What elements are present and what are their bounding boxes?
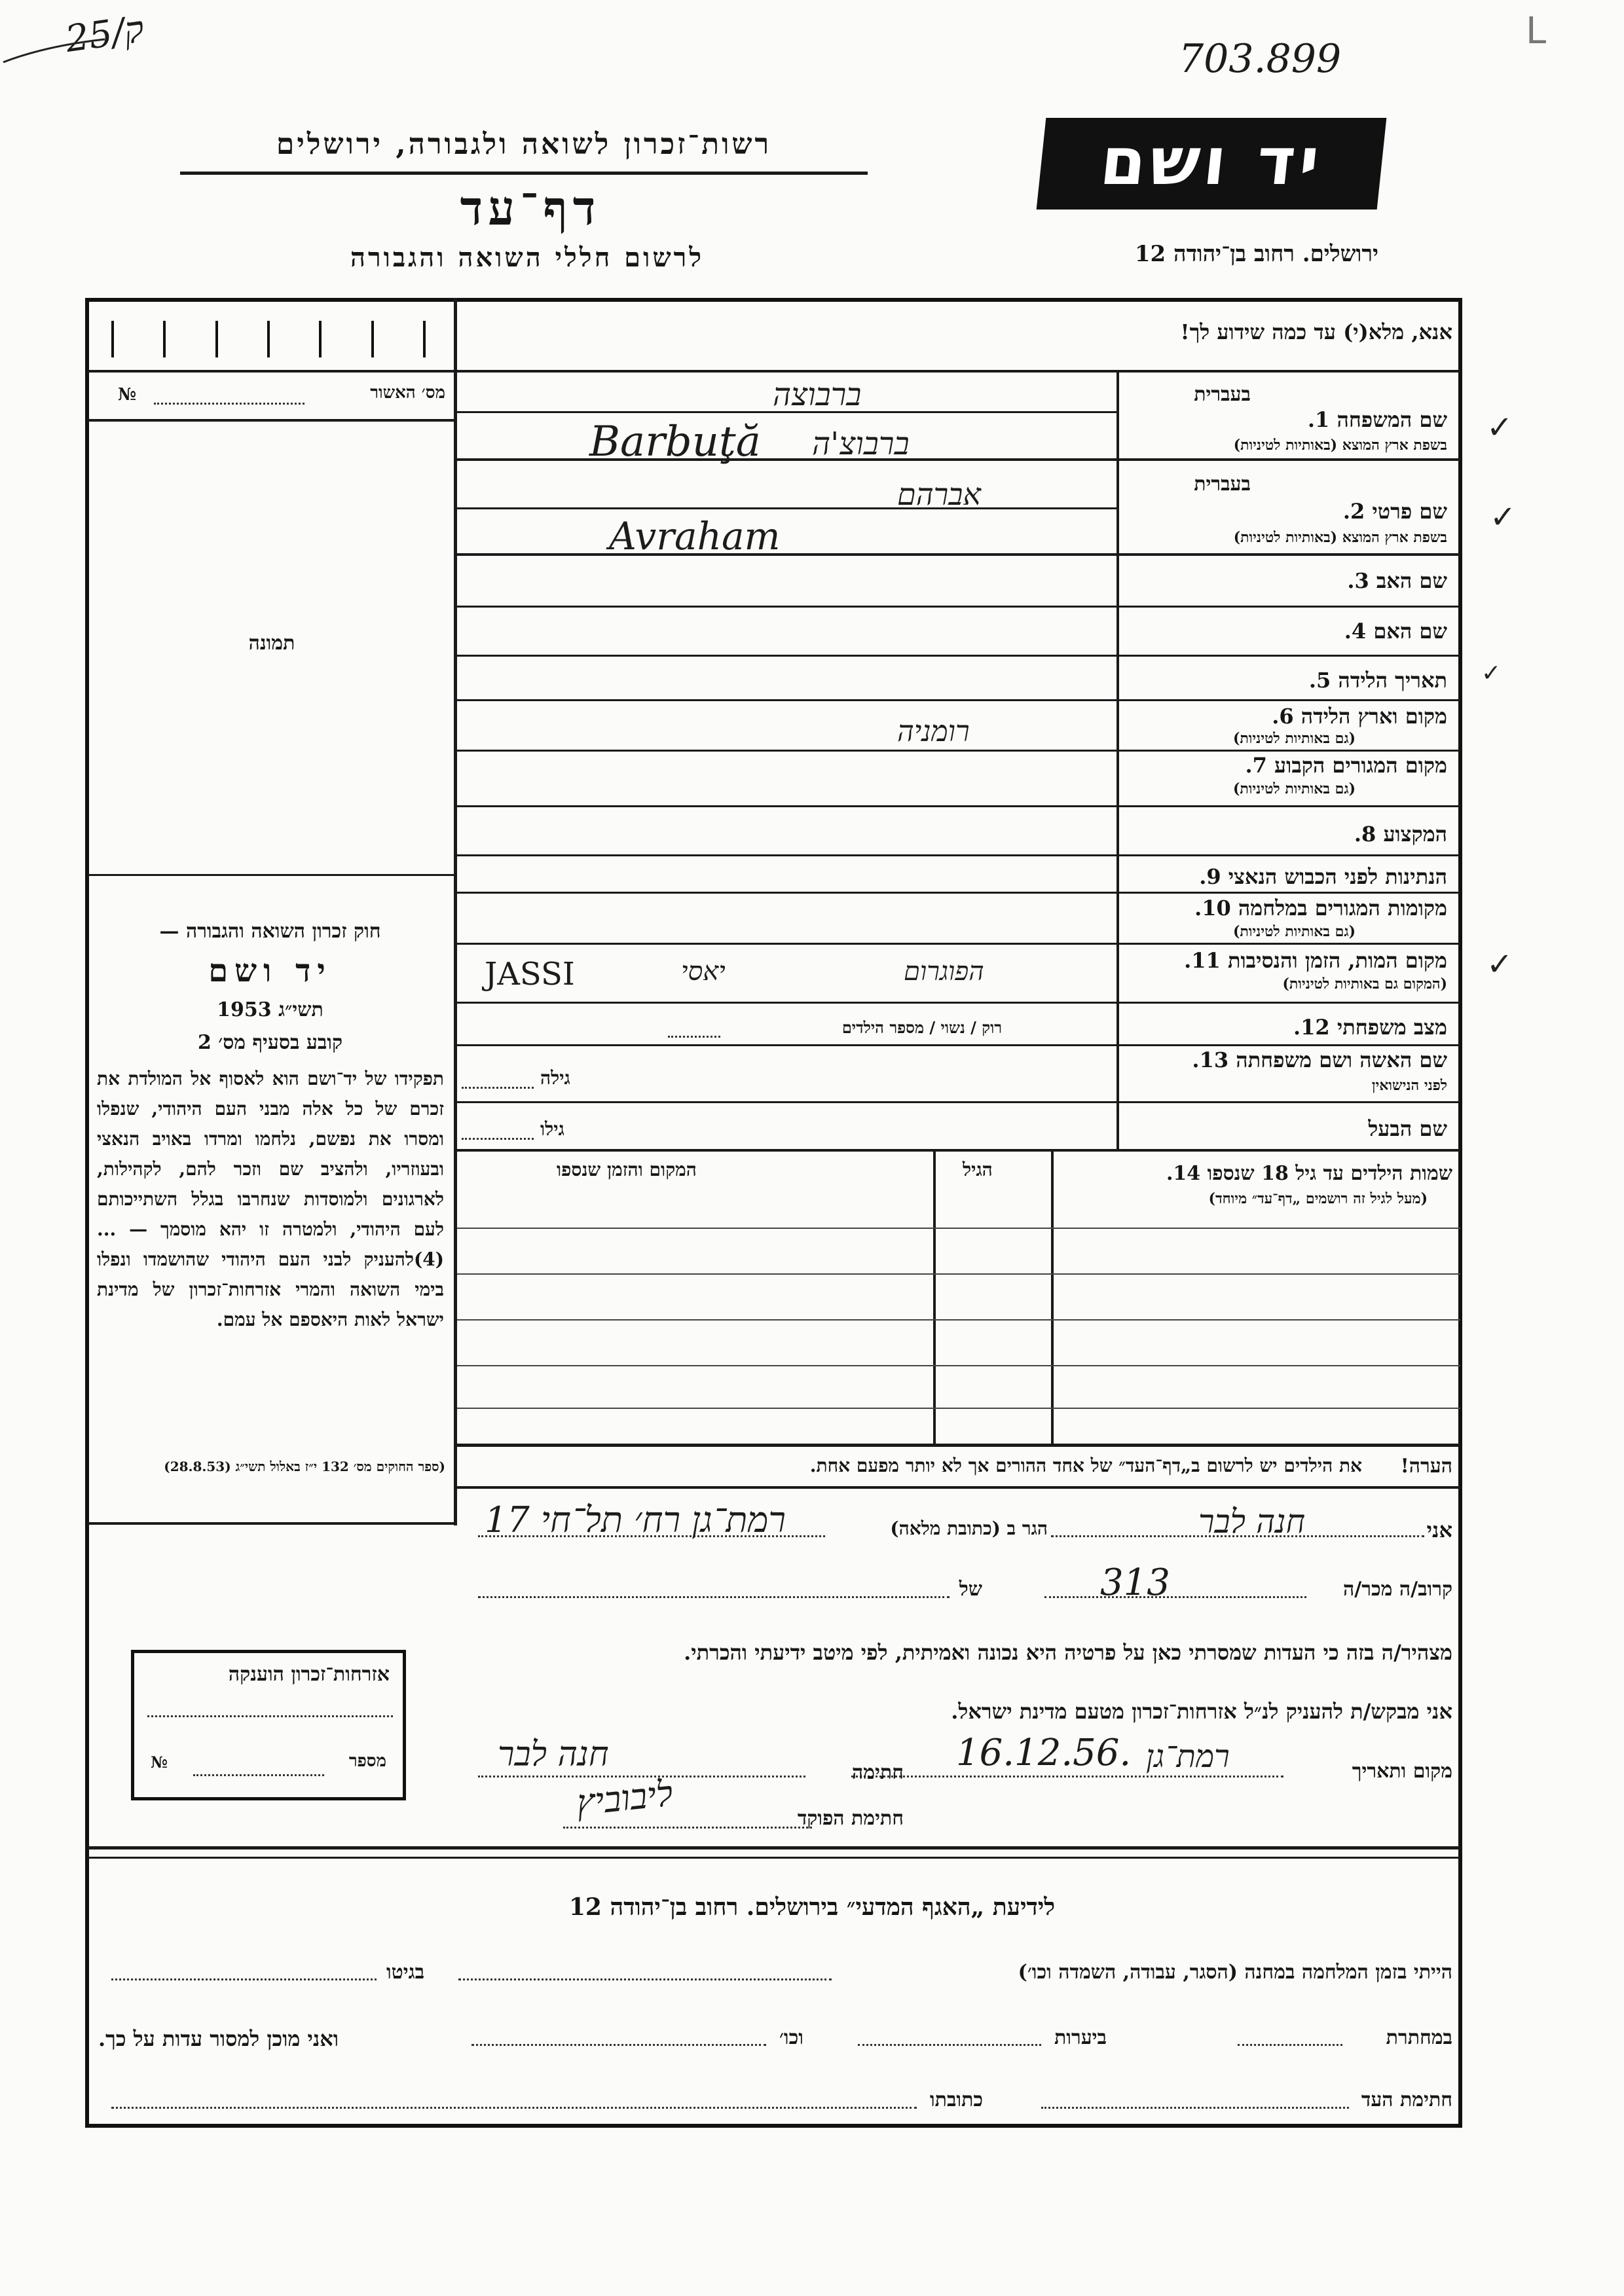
footer-etc-field[interactable] [471, 2044, 766, 2046]
handwritten-reference-mark: 25/ק [63, 7, 147, 62]
field-6-note: (גם באותיות לטיניות) [1232, 730, 1356, 747]
citizenship-granted-box [131, 1650, 406, 1800]
children-col-divider-1 [933, 1150, 936, 1445]
children-col-divider-2 [1051, 1150, 1054, 1445]
row-13-bottom-line [457, 1101, 1460, 1103]
footer-witness-sig-label: חתימת העד [1361, 2088, 1452, 2111]
children-header-names: שמות הילדים עד גיל 18 שנספו 14. [1166, 1162, 1452, 1185]
officer-signature-field[interactable] [563, 1827, 812, 1829]
footer-forests-field[interactable] [858, 2044, 1041, 2046]
relation-field[interactable] [1044, 1596, 1306, 1598]
field-5-label: תאריך הלידה 5. [1308, 668, 1447, 693]
row-2-mid-line [457, 507, 1116, 509]
corner-scribble-line [0, 26, 131, 79]
of-label: של [959, 1578, 982, 1601]
field-10-note: (גם באותיות לטיניות) [1232, 923, 1356, 940]
relation-label: קרוב/ה מכר/ה [1343, 1578, 1452, 1601]
footer-separator-1 [87, 1846, 1460, 1850]
field-2-lang-hebrew: בעברית [1194, 473, 1251, 496]
footer-hiding-label: במחתרת [1386, 2026, 1452, 2049]
label-column-divider [1116, 370, 1119, 1149]
instruction-text: אנא, מלא(י) עד כמה שידוע לך! [1180, 319, 1452, 344]
row-11-bottom-line [457, 1002, 1460, 1004]
row-9-bottom-line [457, 892, 1460, 894]
footer-forests-label: ביערות [1054, 2026, 1107, 2049]
row-2-bottom-line [457, 553, 1460, 556]
footer-address-label: כתובתו [930, 2088, 984, 2111]
officer-signature-label: חתימת הפוקד [797, 1807, 904, 1830]
note-bottom-line [457, 1486, 1460, 1489]
law-name: יד ושם [208, 953, 332, 989]
children-row-line-3 [457, 1319, 1460, 1321]
row-3-bottom-line [457, 606, 1460, 608]
check-mark-5: ✓ [1481, 660, 1502, 687]
field-13-label: שם האשה ושם משפחתה 13. [1192, 1048, 1447, 1072]
footer-separator-2 [87, 1857, 1460, 1859]
authority-underline [180, 172, 868, 175]
husband-label: שם הבעל [1368, 1116, 1447, 1141]
row-6-bottom-line [457, 750, 1460, 752]
approval-number-label: מס׳ האשור [370, 383, 445, 403]
check-mark-1: ✓ [1486, 409, 1513, 446]
place-value[interactable]: רמת־גן [1146, 1738, 1230, 1775]
field-2-label: שם פרטי 2. [1342, 499, 1447, 524]
field-1-latin-value[interactable]: Barbuţă [589, 418, 761, 466]
place-date-label: מקום ותאריך [1352, 1760, 1452, 1783]
field-3-label: שם האב 3. [1347, 568, 1447, 593]
logo-text: יד ושם [1096, 123, 1327, 200]
yad-vashem-logo [1037, 118, 1387, 210]
field-1-hebrew-value[interactable]: ברבוצה [773, 376, 862, 413]
field-7-label: מקום המגורים הקבוע 7. [1245, 753, 1447, 778]
footer-hiding-field[interactable] [1238, 2044, 1342, 2046]
field-1-latin-prefix[interactable]: ברבוצ'ה [812, 426, 910, 462]
citizenship-box-title: אזרחות־זכרון הוענקה [228, 1663, 390, 1686]
footer-camp-field[interactable] [458, 1978, 832, 1980]
relation-value[interactable]: 313 [1100, 1561, 1170, 1604]
field-4-label: שם האם 4. [1344, 619, 1447, 644]
note-label: הערה! [1400, 1455, 1452, 1478]
sidebar-divider [454, 298, 457, 1525]
field-7-note: (גם באותיות לטיניות) [1232, 780, 1356, 797]
approval-underline [87, 419, 455, 422]
law-title: חוק זכרון השואה והגבורה — [159, 920, 381, 943]
approval-number-boxes [111, 321, 426, 357]
field-11-label: מקום המות, הזמן והנסיבות 11. [1184, 948, 1447, 973]
photo-label: תמונה [248, 632, 295, 655]
field-1-lang-hebrew: בעברית [1194, 383, 1251, 406]
archive-number: 703.899 [1179, 36, 1342, 82]
declarant-name-value[interactable]: חנה לבר [1198, 1503, 1306, 1540]
footer-ready-label: ואני מוכן למסור עדות על כך. [98, 2026, 339, 2051]
field-2-hebrew-value[interactable]: אברהם [897, 477, 982, 512]
officer-signature-value[interactable]: ליבוביץ [574, 1772, 675, 1824]
children-row-line-1 [457, 1228, 1460, 1229]
law-reference: (ספר החוקים מס׳ 132 י״ז באלול תשי״ג (28.8.53) [164, 1459, 445, 1474]
children-header-note: (מעל לגיל זה רושמים „דף־עד״ מיוחד) [1208, 1190, 1428, 1207]
footer-camp-line: הייתי בזמן המלחמה במחנה (הסגר, עבודה, השמדה וכו׳) [1018, 1961, 1452, 1984]
header-address: ירושלים. רחוב בן־יהודה 12 [1134, 241, 1378, 267]
citizenship-number-abbr: № [151, 1753, 168, 1772]
footer-etc-label: וכו׳ [779, 2026, 803, 2049]
check-mark-11: ✓ [1486, 946, 1513, 983]
sidebar-section-line [87, 874, 455, 876]
children-header-place: המקום והזמן שנספו [557, 1159, 697, 1180]
footer-address-field[interactable] [111, 2107, 917, 2109]
declaration-statement: מצהיר/ה בזה כי העדות שמסרתי כאן על פרטיה היא נכונה ואמיתית, לפי מיטב ידיעתי והכרתי. [684, 1640, 1452, 1665]
field-6-value[interactable]: רומניה [897, 715, 970, 748]
document-purpose: לרשום חללי השואה והגבורה [350, 242, 705, 273]
field-2-lang-latin: בשפת ארץ המוצא (באותיות לטיניות) [1233, 529, 1447, 546]
approval-number-field[interactable] [154, 403, 304, 405]
field-6-label: מקום וארץ הלידה 6. [1272, 704, 1447, 729]
row-5-bottom-line [457, 699, 1460, 701]
check-mark-2: ✓ [1490, 499, 1517, 536]
law-text: תפקידו של יד־ושם הוא לאסוף אל המולדת את זכרם של כל אלה מבני העם היהודי, שנפלו ומסרו את נפשם, נלחמו ומרדו באויב הנאצי ובעוזריו, ולהציב שם וזכר להם, לקהילות, לארגונים ולמוסדות שנחרבו בגלל השתייכותם לעם היהודי, ולמטרה זו יהא מוסמך — ...(4)להעניק לבני העם היהודי שהושמדו ונפלו בימי השואה והמרי אזרחות־זכרון של מדינת ישראל לאות היאספם אל עמם. [97, 1068, 444, 1330]
citizenship-request: אני מבקש/ת להעניק לנ״ל אזרחות־זכרון מטעם מדינת ישראל. [951, 1699, 1452, 1724]
row-4-bottom-line [457, 655, 1460, 657]
footer-witness-sig-field[interactable] [1041, 2107, 1349, 2109]
row-8-bottom-line [457, 854, 1460, 856]
field-1-lang-latin: בשפת ארץ המוצא (באותיות לטיניות) [1233, 437, 1447, 454]
field-2-latin-value[interactable]: Avraham [609, 514, 781, 558]
footer-ghetto-field[interactable] [111, 1978, 377, 1980]
field-12-label: מצב משפחתי 12. [1293, 1015, 1447, 1040]
children-header-age: הגיל [963, 1159, 993, 1180]
approval-number-abbr: № [118, 385, 137, 405]
children-table-bottom [457, 1444, 1460, 1447]
footer-attention: לידיעת „האגף המדעי״ בירושלים. רחוב בן־יהודה 12 [568, 1893, 1056, 1921]
children-count-field[interactable] [668, 1036, 720, 1038]
wife-age-field[interactable] [462, 1087, 534, 1089]
wife-age-label: גילה [540, 1067, 570, 1089]
field-10-label: מקומות המגורים במלחמה 10. [1194, 896, 1447, 920]
place-date-field[interactable] [851, 1776, 1283, 1777]
footer-ghetto-label: בגיטו [386, 1961, 425, 1984]
children-row-line-5 [457, 1408, 1460, 1409]
tick-mark: L [1526, 10, 1547, 52]
declarant-residing-label: הגר ב (כתובת מלאה) [890, 1518, 1048, 1539]
field-8-label: המקצוע 8. [1354, 822, 1447, 847]
law-year: תשי״ג 1953 [217, 998, 323, 1021]
law-section: קובע בסעיף מס׳ 2 [197, 1031, 343, 1054]
husband-age-label: גילו [540, 1118, 564, 1140]
field-13-note: לפני הנישואין [1371, 1077, 1447, 1094]
field-11-note: (המקום גם באותיות לטיניות) [1282, 975, 1447, 993]
document-title: דף־עד [460, 180, 601, 236]
field-11-hebrew-place[interactable]: יאסי [681, 957, 726, 987]
husband-age-field[interactable] [462, 1138, 534, 1140]
declarant-address-value[interactable]: רמת־גן רח׳ תל־חי 17 [485, 1499, 786, 1540]
signature-value[interactable]: חנה לבר [498, 1735, 609, 1774]
note-text: את הילדים יש לרשום ב„דף־העד״ של אחד ההורים אך לא יותר מפעם אחת. [809, 1455, 1362, 1476]
field-11-circumstances[interactable]: הפוגרום [904, 957, 984, 987]
field-1-label: שם המשפחה 1. [1307, 407, 1447, 432]
citizenship-number-label: מספר [348, 1751, 386, 1771]
signature-label: חתימה [852, 1761, 904, 1784]
of-field[interactable] [478, 1596, 950, 1598]
row-10-bottom-line [457, 943, 1460, 945]
row-husband-bottom-line [457, 1149, 1460, 1152]
field-9-label: הנתינות לפני הכבוש הנאצי 9. [1199, 864, 1447, 889]
declarant-i-label: אני [1426, 1518, 1452, 1542]
field-11-latin-place[interactable]: JASSI [485, 956, 575, 993]
children-row-line-2 [457, 1273, 1460, 1275]
approval-separator [87, 370, 1460, 373]
sidebar-bottom-line [87, 1522, 455, 1525]
field-12-options: רוק / נשוי / מספר הילדים [841, 1018, 1002, 1037]
row-7-bottom-line [457, 805, 1460, 807]
authority-name: רשות־זכרון לשואה ולגבורה, ירושלים [276, 128, 772, 161]
date-value[interactable]: 16.12.56. [956, 1732, 1132, 1774]
children-row-line-4 [457, 1365, 1460, 1366]
row-12-bottom-line [457, 1044, 1460, 1046]
